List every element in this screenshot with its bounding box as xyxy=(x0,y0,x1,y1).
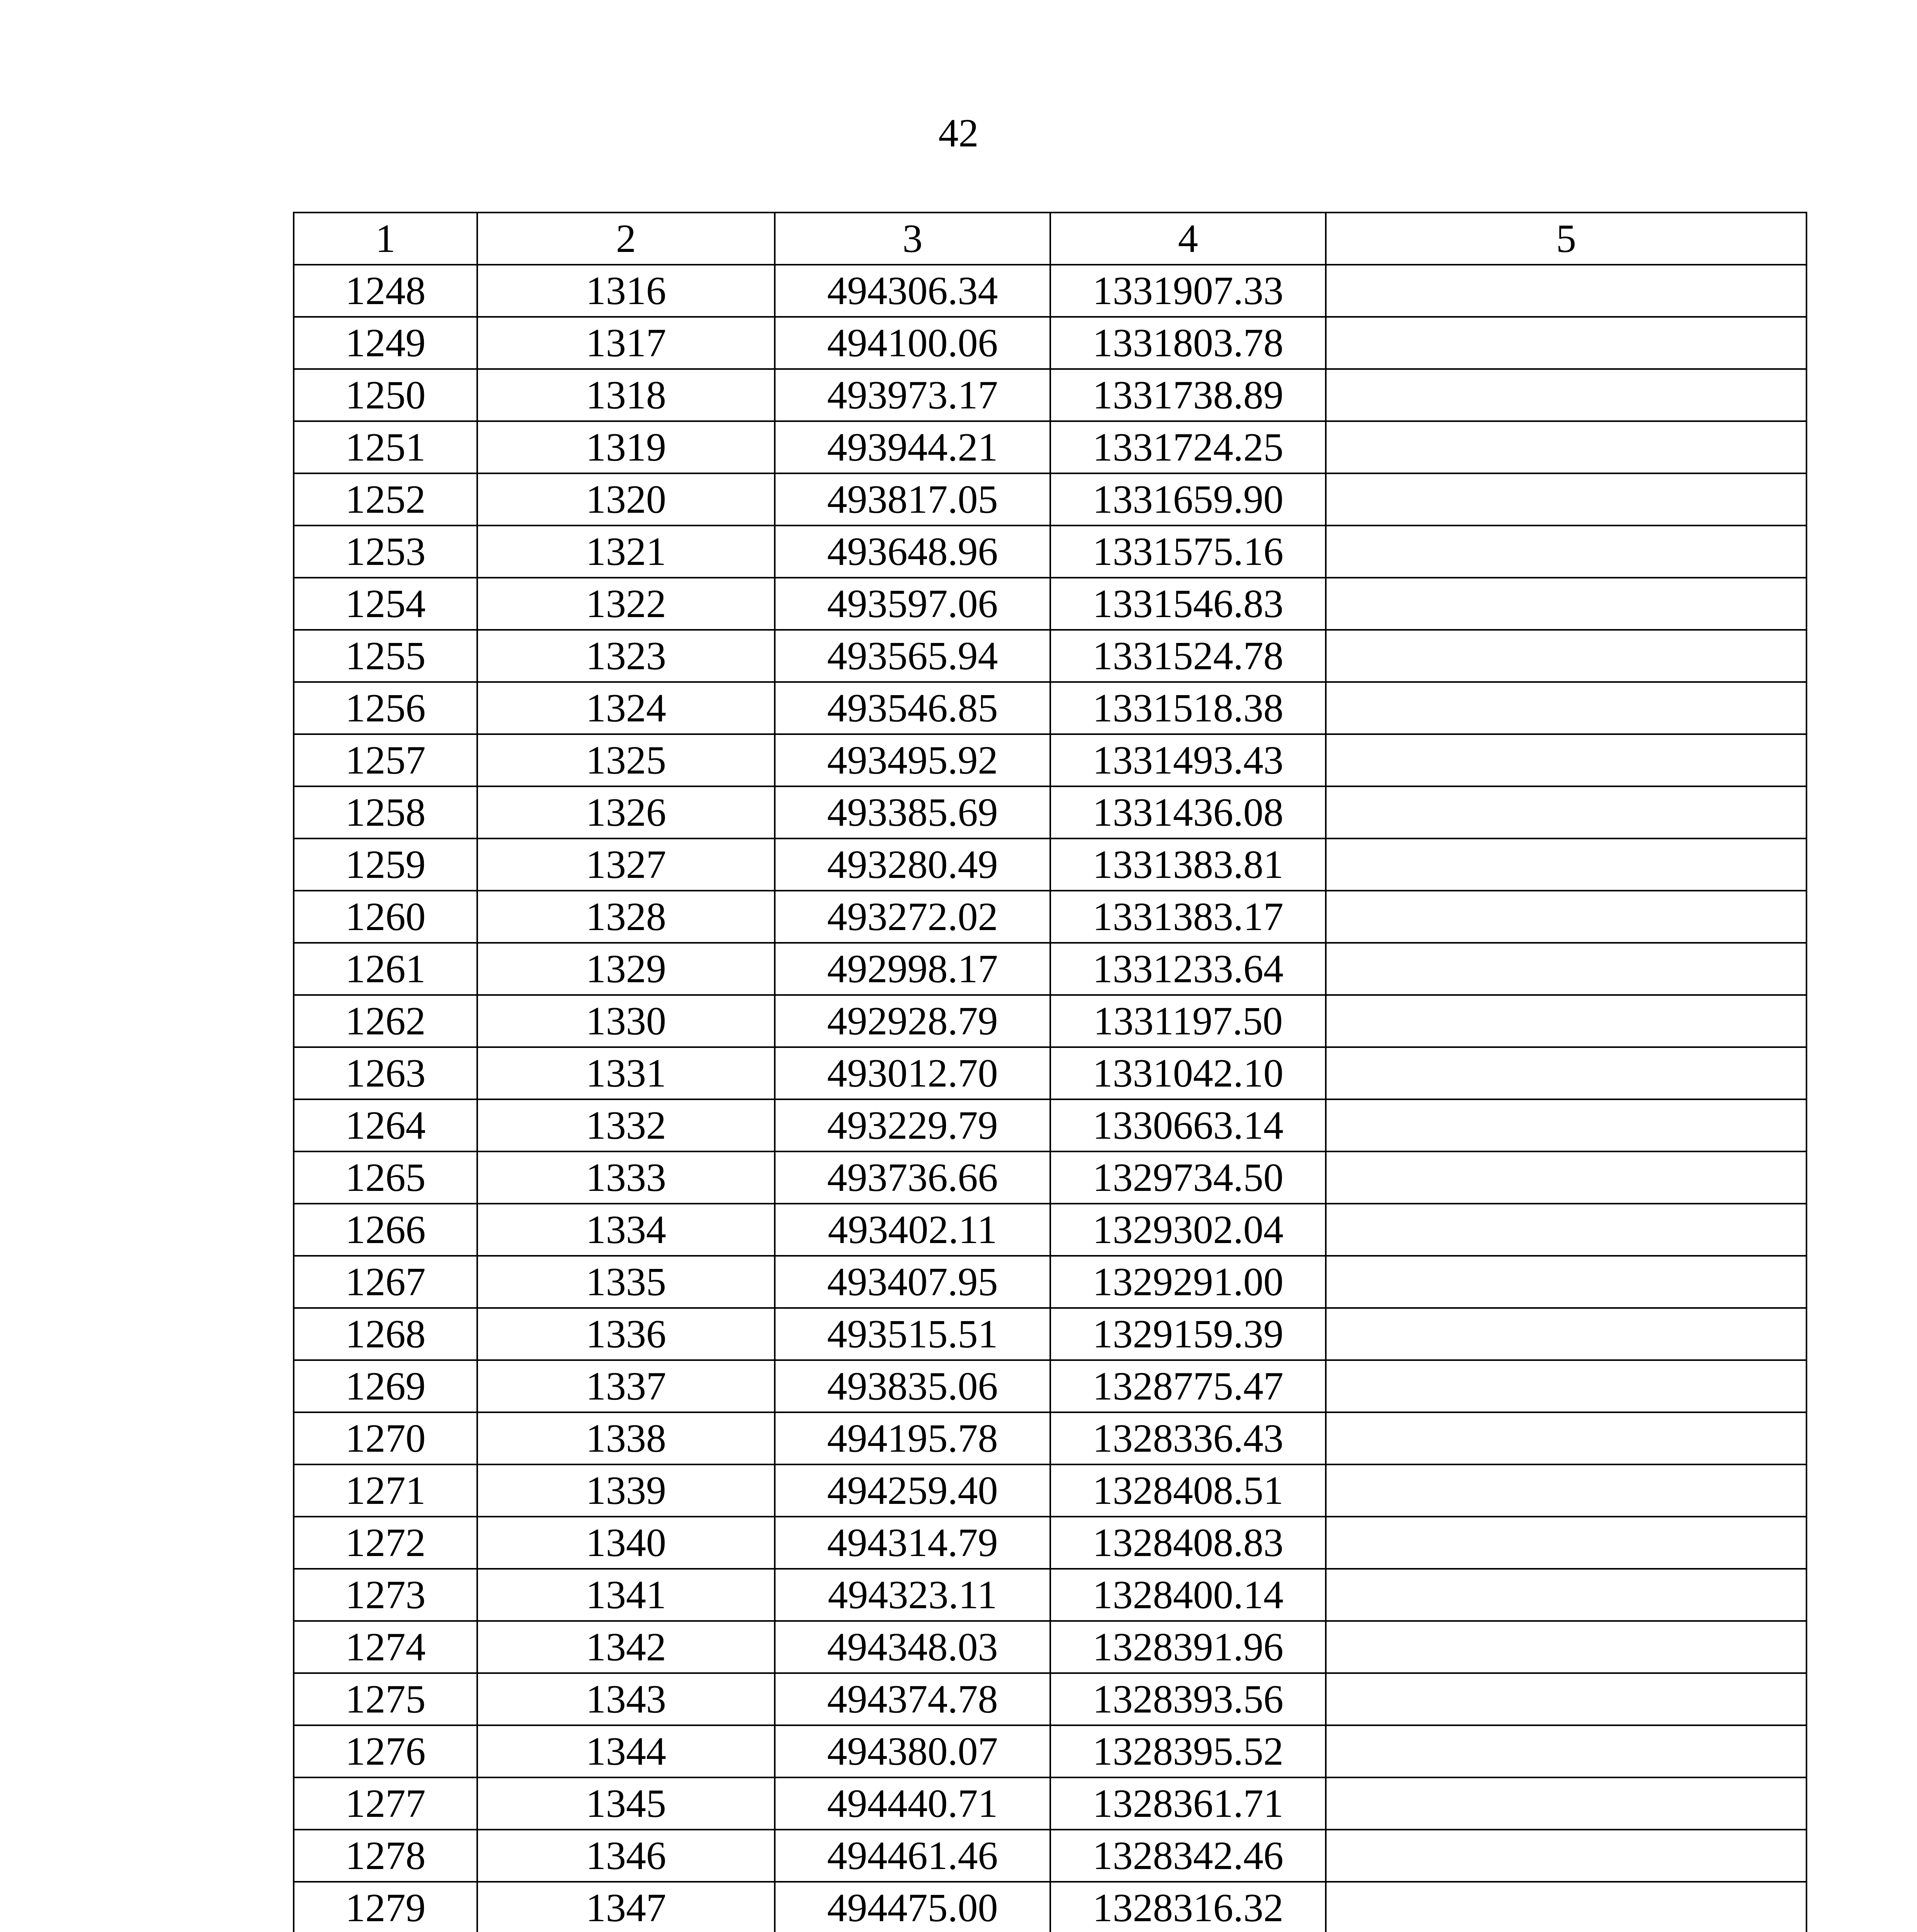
table-cell: 1331575.16 xyxy=(1050,526,1326,578)
table-cell: 493229.79 xyxy=(775,1099,1050,1151)
table-cell: 494380.07 xyxy=(775,1725,1050,1777)
table-cell: 1322 xyxy=(477,578,775,630)
table-cell xyxy=(1326,317,1806,369)
table-cell: 1250 xyxy=(294,369,477,421)
table-cell: 492928.79 xyxy=(775,995,1050,1047)
table-cell: 494100.06 xyxy=(775,317,1050,369)
table-cell: 494461.46 xyxy=(775,1830,1050,1882)
table-cell xyxy=(1326,943,1806,995)
table-cell: 1266 xyxy=(294,1204,477,1256)
table-cell xyxy=(1326,526,1806,578)
table-row xyxy=(294,943,1806,995)
table-cell: 1331 xyxy=(477,1047,775,1099)
table-cell: 1329291.00 xyxy=(1050,1256,1326,1308)
table-cell: 1321 xyxy=(477,526,775,578)
table-cell: 1263 xyxy=(294,1047,477,1099)
table-cell: 1335 xyxy=(477,1256,775,1308)
table-cell: 1324 xyxy=(477,682,775,734)
table-row xyxy=(294,1725,1806,1777)
table-cell: 1317 xyxy=(477,317,775,369)
table-cell: 1267 xyxy=(294,1256,477,1308)
table-cell: 1331042.10 xyxy=(1050,1047,1326,1099)
table-cell xyxy=(1326,421,1806,473)
table-cell: 494475.00 xyxy=(775,1882,1050,1932)
table-cell: 1339 xyxy=(477,1464,775,1517)
table-cell: 1254 xyxy=(294,578,477,630)
table-row xyxy=(294,682,1806,734)
table-row xyxy=(294,421,1806,473)
table-cell xyxy=(1326,995,1806,1047)
table-cell: 1257 xyxy=(294,734,477,786)
table-row xyxy=(294,1569,1806,1621)
table-cell: 1262 xyxy=(294,995,477,1047)
table-cell: 1261 xyxy=(294,943,477,995)
table-cell: 1274 xyxy=(294,1621,477,1673)
table-cell: 1331493.43 xyxy=(1050,734,1326,786)
table-row xyxy=(294,265,1806,317)
table-cell: 493817.05 xyxy=(775,473,1050,526)
table-row xyxy=(294,1360,1806,1412)
table-cell: 493272.02 xyxy=(775,891,1050,943)
table-cell: 1331724.25 xyxy=(1050,421,1326,473)
table-cell: 1331383.81 xyxy=(1050,838,1326,891)
table-cell: 493495.92 xyxy=(775,734,1050,786)
table-cell: 493736.66 xyxy=(775,1151,1050,1204)
table-cell: 1251 xyxy=(294,421,477,473)
table-cell: 494306.34 xyxy=(775,265,1050,317)
table-row xyxy=(294,1099,1806,1151)
table-cell: 493546.85 xyxy=(775,682,1050,734)
table-cell: 1258 xyxy=(294,786,477,838)
table-cell xyxy=(1326,838,1806,891)
table-row xyxy=(294,317,1806,369)
table-cell: 1252 xyxy=(294,473,477,526)
table-cell: 1338 xyxy=(477,1412,775,1464)
table-row xyxy=(294,630,1806,682)
table-cell: 1345 xyxy=(477,1777,775,1830)
table-cell: 1319 xyxy=(477,421,775,473)
table-row xyxy=(294,734,1806,786)
table-cell xyxy=(1326,1308,1806,1360)
table-row xyxy=(294,891,1806,943)
table-cell: 1328395.52 xyxy=(1050,1725,1326,1777)
table-cell: 1328316.32 xyxy=(1050,1882,1326,1932)
table-cell: 493385.69 xyxy=(775,786,1050,838)
table-cell: 1320 xyxy=(477,473,775,526)
table-cell: 1329734.50 xyxy=(1050,1151,1326,1204)
table-cell: 493597.06 xyxy=(775,578,1050,630)
table-cell: 1329 xyxy=(477,943,775,995)
table-cell: 1343 xyxy=(477,1673,775,1725)
table-row xyxy=(294,1621,1806,1673)
table-cell: 1249 xyxy=(294,317,477,369)
table-row xyxy=(294,578,1806,630)
table-cell: 1328408.83 xyxy=(1050,1517,1326,1569)
table-cell: 1276 xyxy=(294,1725,477,1777)
table-cell xyxy=(1326,786,1806,838)
table-cell: 1273 xyxy=(294,1569,477,1621)
table-row xyxy=(294,473,1806,526)
table-cell: 1331803.78 xyxy=(1050,317,1326,369)
table-cell: 1334 xyxy=(477,1204,775,1256)
table-row xyxy=(294,1464,1806,1517)
table-cell: 492998.17 xyxy=(775,943,1050,995)
table-cell: 493565.94 xyxy=(775,630,1050,682)
table-cell: 1323 xyxy=(477,630,775,682)
table-cell: 1265 xyxy=(294,1151,477,1204)
table-cell: 1328775.47 xyxy=(1050,1360,1326,1412)
column-header: 4 xyxy=(1050,213,1326,265)
table-cell: 1327 xyxy=(477,838,775,891)
table-cell xyxy=(1326,1099,1806,1151)
table-cell xyxy=(1326,1360,1806,1412)
table-cell xyxy=(1326,578,1806,630)
table-cell xyxy=(1326,1621,1806,1673)
table-cell: 1328408.51 xyxy=(1050,1464,1326,1517)
table-cell: 494440.71 xyxy=(775,1777,1050,1830)
table-cell: 1326 xyxy=(477,786,775,838)
column-header: 3 xyxy=(775,213,1050,265)
table-cell xyxy=(1326,682,1806,734)
table-cell: 1344 xyxy=(477,1725,775,1777)
table-cell: 1331659.90 xyxy=(1050,473,1326,526)
table-header-row xyxy=(294,213,1806,265)
table-cell: 1329159.39 xyxy=(1050,1308,1326,1360)
table-cell: 1330663.14 xyxy=(1050,1099,1326,1151)
table-cell xyxy=(1326,1569,1806,1621)
table-row xyxy=(294,1151,1806,1204)
table-cell: 493402.11 xyxy=(775,1204,1050,1256)
table-row xyxy=(294,1047,1806,1099)
table-cell: 1328400.14 xyxy=(1050,1569,1326,1621)
table-cell: 494348.03 xyxy=(775,1621,1050,1673)
table-cell: 1325 xyxy=(477,734,775,786)
table-cell: 1271 xyxy=(294,1464,477,1517)
table-cell: 1336 xyxy=(477,1308,775,1360)
table-row xyxy=(294,1517,1806,1569)
column-header: 2 xyxy=(477,213,775,265)
table-cell: 1253 xyxy=(294,526,477,578)
table-cell xyxy=(1326,630,1806,682)
table-cell: 493944.21 xyxy=(775,421,1050,473)
table-cell: 1269 xyxy=(294,1360,477,1412)
table-row xyxy=(294,369,1806,421)
table-cell xyxy=(1326,1151,1806,1204)
table-cell: 494323.11 xyxy=(775,1569,1050,1621)
table-cell: 1278 xyxy=(294,1830,477,1882)
table-row xyxy=(294,1777,1806,1830)
table-cell: 1329302.04 xyxy=(1050,1204,1326,1256)
column-header: 1 xyxy=(294,213,477,265)
table-row xyxy=(294,1204,1806,1256)
table-cell: 1328342.46 xyxy=(1050,1830,1326,1882)
table-cell: 494259.40 xyxy=(775,1464,1050,1517)
table-cell: 493835.06 xyxy=(775,1360,1050,1412)
table-cell xyxy=(1326,473,1806,526)
table-cell xyxy=(1326,1777,1806,1830)
table-cell xyxy=(1326,1047,1806,1099)
table-body xyxy=(294,265,1806,1932)
table-cell: 1331546.83 xyxy=(1050,578,1326,630)
table-cell xyxy=(1326,1882,1806,1932)
table-cell: 1316 xyxy=(477,265,775,317)
table-cell xyxy=(1326,1830,1806,1882)
table-cell xyxy=(1326,734,1806,786)
table-cell: 494374.78 xyxy=(775,1673,1050,1725)
table-cell: 1275 xyxy=(294,1673,477,1725)
table-cell: 1328361.71 xyxy=(1050,1777,1326,1830)
table-cell: 1331383.17 xyxy=(1050,891,1326,943)
table-cell: 1340 xyxy=(477,1517,775,1569)
table-cell: 1328393.56 xyxy=(1050,1673,1326,1725)
table-cell: 493648.96 xyxy=(775,526,1050,578)
table-cell xyxy=(1326,1725,1806,1777)
table-cell xyxy=(1326,1412,1806,1464)
table-cell: 1332 xyxy=(477,1099,775,1151)
table-cell: 493515.51 xyxy=(775,1308,1050,1360)
table-cell xyxy=(1326,1204,1806,1256)
table-cell: 1318 xyxy=(477,369,775,421)
table-cell: 1333 xyxy=(477,1151,775,1204)
table-cell: 1256 xyxy=(294,682,477,734)
table-cell: 493012.70 xyxy=(775,1047,1050,1099)
table-row xyxy=(294,786,1806,838)
table-cell xyxy=(1326,1517,1806,1569)
table-cell: 1277 xyxy=(294,1777,477,1830)
table-row xyxy=(294,1830,1806,1882)
table-cell xyxy=(1326,1256,1806,1308)
table-row xyxy=(294,1673,1806,1725)
table-cell: 1328336.43 xyxy=(1050,1412,1326,1464)
page-number: 42 xyxy=(938,111,979,155)
table-cell: 1330 xyxy=(477,995,775,1047)
table-row xyxy=(294,1308,1806,1360)
table-row xyxy=(294,526,1806,578)
table-cell: 1260 xyxy=(294,891,477,943)
table-cell: 1331524.78 xyxy=(1050,630,1326,682)
table-row xyxy=(294,995,1806,1047)
table-cell: 494195.78 xyxy=(775,1412,1050,1464)
table-cell: 1259 xyxy=(294,838,477,891)
table-row xyxy=(294,838,1806,891)
coordinates-table xyxy=(293,212,1807,1932)
table-cell: 493280.49 xyxy=(775,838,1050,891)
table-cell: 1341 xyxy=(477,1569,775,1621)
table-cell: 1331518.38 xyxy=(1050,682,1326,734)
table-cell: 493973.17 xyxy=(775,369,1050,421)
table-cell: 1331436.08 xyxy=(1050,786,1326,838)
table-row xyxy=(294,1412,1806,1464)
table-cell: 1342 xyxy=(477,1621,775,1673)
table-cell: 1331907.33 xyxy=(1050,265,1326,317)
table-cell: 1337 xyxy=(477,1360,775,1412)
table-cell: 1328 xyxy=(477,891,775,943)
table-cell: 1268 xyxy=(294,1308,477,1360)
table-cell xyxy=(1326,891,1806,943)
table-cell xyxy=(1326,265,1806,317)
table-cell xyxy=(1326,1673,1806,1725)
table-cell: 1331738.89 xyxy=(1050,369,1326,421)
table-cell xyxy=(1326,369,1806,421)
table-cell: 1346 xyxy=(477,1830,775,1882)
table-cell: 1347 xyxy=(477,1882,775,1932)
table-cell: 1255 xyxy=(294,630,477,682)
table-cell: 1264 xyxy=(294,1099,477,1151)
table-row xyxy=(294,1882,1806,1932)
column-header: 5 xyxy=(1326,213,1806,265)
table-cell: 1331233.64 xyxy=(1050,943,1326,995)
table-cell: 1279 xyxy=(294,1882,477,1932)
table-cell: 1270 xyxy=(294,1412,477,1464)
table-cell: 1272 xyxy=(294,1517,477,1569)
table-cell: 1248 xyxy=(294,265,477,317)
table-cell: 493407.95 xyxy=(775,1256,1050,1308)
table-cell xyxy=(1326,1464,1806,1517)
table-cell: 1328391.96 xyxy=(1050,1621,1326,1673)
table-row xyxy=(294,1256,1806,1308)
table-cell: 1331197.50 xyxy=(1050,995,1326,1047)
table-cell: 494314.79 xyxy=(775,1517,1050,1569)
